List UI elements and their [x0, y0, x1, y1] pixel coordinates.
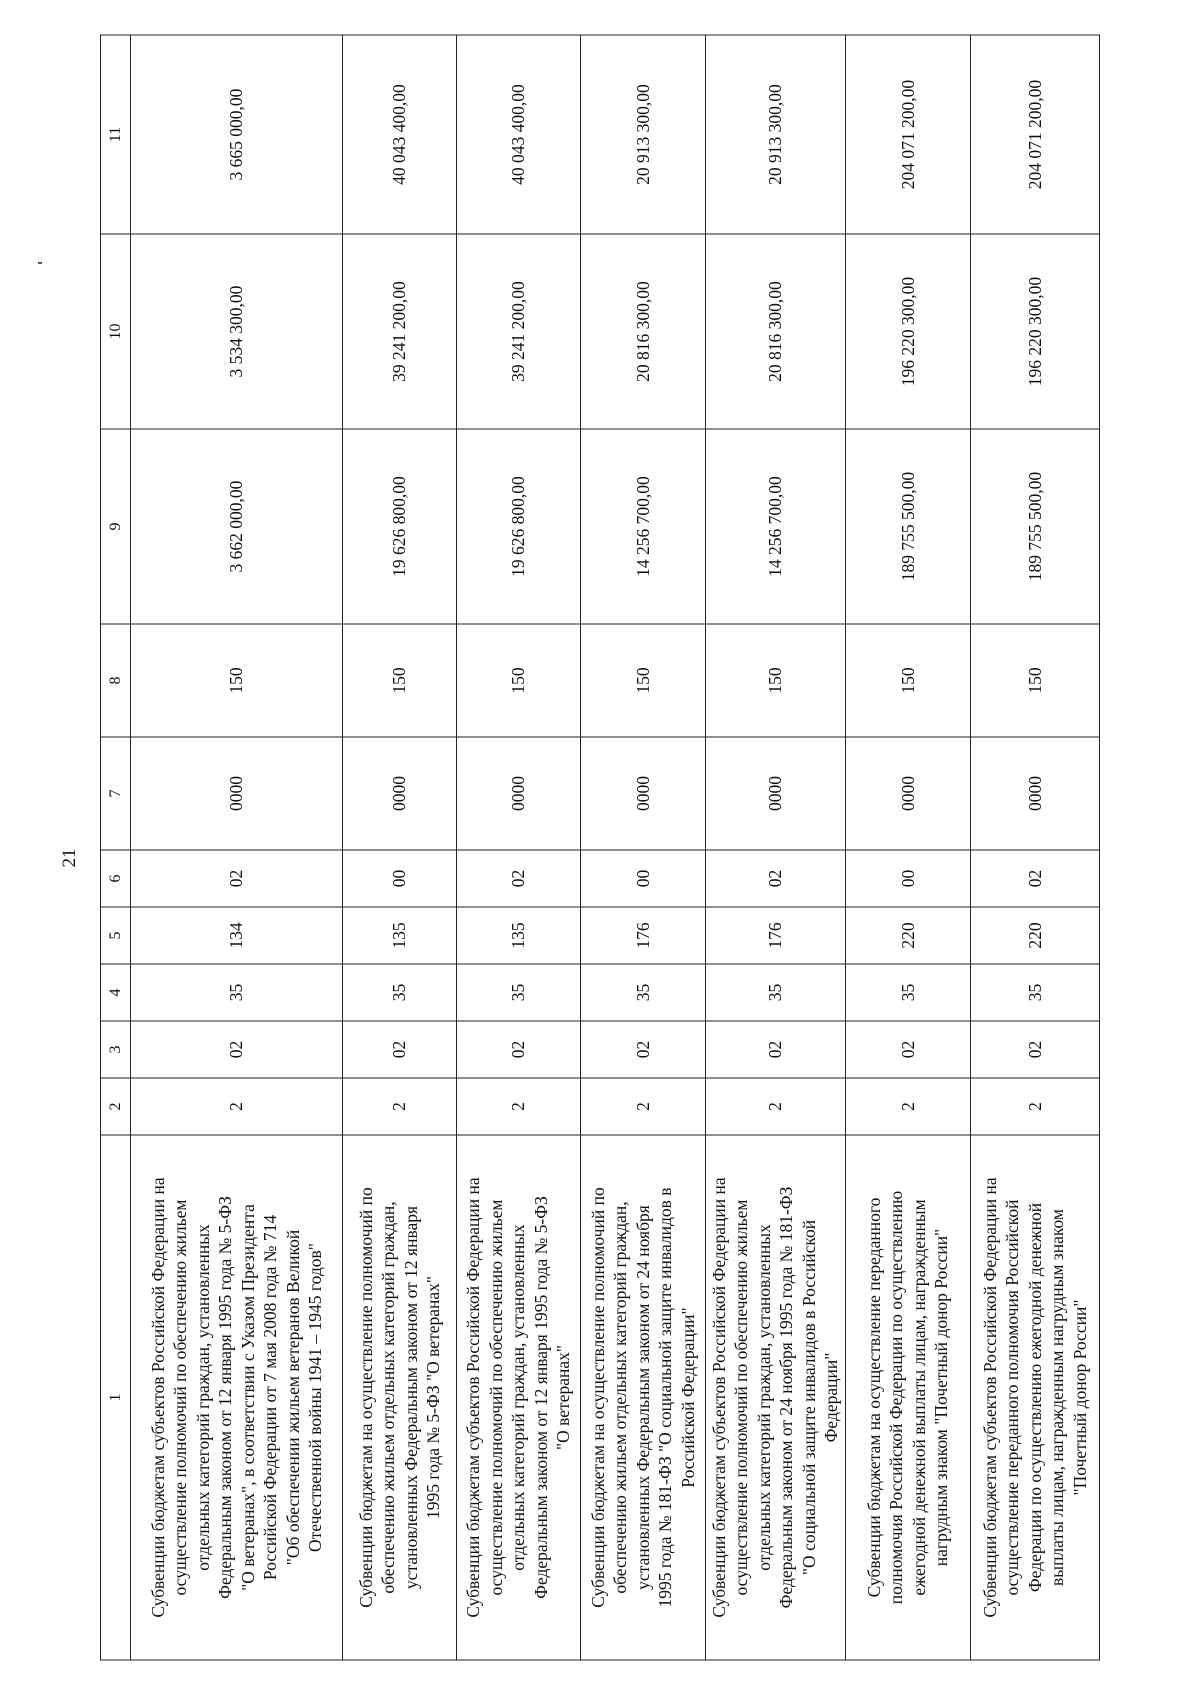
cell-col3: 02: [457, 1021, 581, 1078]
description-line: осуществление полномочий по обеспечению жильем: [170, 1199, 191, 1596]
description-line: обеспечению жильем отдельных категорий граждан,: [610, 1201, 631, 1594]
cell-col8: 150: [970, 624, 1099, 737]
description-line: Федеральным законом от 24 ноября 1995 года № 181-ФЗ: [776, 1186, 797, 1609]
description-line: осуществление переданного полномочия Российской: [1002, 1199, 1023, 1596]
cell-col5: 176: [705, 907, 846, 964]
cell-col3: 02: [131, 1021, 343, 1078]
description-line: обеспечению жильем отдельных категорий граждан,: [378, 1201, 399, 1594]
description-line: Отечественной войны 1941 – 1945 годов": [305, 1243, 326, 1552]
description-line: Субвенции бюджетам на осуществление полномочий по: [587, 1187, 608, 1608]
cell-col6: 02: [457, 850, 581, 907]
description-line: Федерации": [821, 1352, 842, 1443]
cell-col9: 189 755 500,00: [970, 429, 1099, 624]
description-line: "Об обеспечении жильем ветеранов Великой: [282, 1229, 303, 1566]
column-header: 11: [101, 35, 131, 234]
cell-col4: 35: [705, 964, 846, 1021]
description-line: "О социальной защите инвалидов в Российской: [798, 1219, 819, 1576]
cell-col5: 135: [343, 907, 457, 964]
cell-col3: 02: [970, 1021, 1099, 1078]
row-description: [131, 1135, 343, 1660]
cell-col7: 0000: [343, 737, 457, 850]
cell-col7: 0000: [705, 737, 846, 850]
description-line: ежегодной денежной выплаты лицам, награжденным: [908, 1199, 929, 1596]
cell-col11: 40 043 400,00: [343, 35, 457, 234]
cell-col11: 3 665 000,00: [131, 35, 343, 234]
description-line: Федеральным законом от 12 января 1995 года № 5-ФЗ: [215, 1196, 236, 1599]
column-header: 7: [101, 737, 131, 850]
page-number: 21: [59, 848, 80, 868]
description-line: "Почетный донор России": [1069, 1299, 1090, 1496]
description-line: установленных Федеральным законом от 12 января: [400, 1205, 421, 1590]
description-line: отдельных категорий граждан, установленных: [753, 1224, 774, 1571]
cell-col7: 0000: [457, 737, 581, 850]
description-line: 1995 года № 181-ФЗ "О социальной защите инвалидов в: [655, 1187, 676, 1608]
table-row: [131, 35, 343, 1660]
cell-col4: 35: [343, 964, 457, 1021]
table-row: [457, 35, 581, 1660]
description-line: выплаты лицам, награжденным нагрудным знаком: [1047, 1209, 1068, 1586]
cell-col9: 3 662 000,00: [131, 429, 343, 624]
cell-col2: 2: [131, 1078, 343, 1135]
row-description: [581, 1135, 705, 1660]
row-description: [970, 1135, 1099, 1660]
cell-col4: 35: [457, 964, 581, 1021]
cell-col7: 0000: [970, 737, 1099, 850]
cell-col7: 0000: [846, 737, 970, 850]
column-header: 9: [101, 429, 131, 624]
cell-col5: 135: [457, 907, 581, 964]
cell-col2: 2: [581, 1078, 705, 1135]
budget-table: [100, 35, 1100, 1661]
cell-col10: 39 241 200,00: [343, 234, 457, 429]
header-row: [101, 35, 131, 1660]
description-line: отдельных категорий граждан, установленных: [508, 1224, 529, 1571]
cell-col2: 2: [457, 1078, 581, 1135]
cell-col11: 20 913 300,00: [581, 35, 705, 234]
cell-col5: 134: [131, 907, 343, 964]
description-line: Российской Федерации": [677, 1307, 698, 1488]
cell-col8: 150: [581, 624, 705, 737]
cell-col10: 196 220 300,00: [970, 234, 1099, 429]
description-line: отдельных категорий граждан, установленных: [192, 1224, 213, 1571]
column-header: 2: [101, 1078, 131, 1135]
row-description: [846, 1135, 970, 1660]
cell-col10: 3 534 300,00: [131, 234, 343, 429]
cell-col2: 2: [846, 1078, 970, 1135]
description-line: Субвенции бюджетам субъектов Российской Федерации на: [463, 1177, 484, 1618]
cell-col5: 176: [581, 907, 705, 964]
description-line: Российской Федерации от 7 мая 2008 года № 714: [260, 1214, 281, 1581]
cell-col11: 204 071 200,00: [970, 35, 1099, 234]
cell-col8: 150: [457, 624, 581, 737]
cell-col10: 20 816 300,00: [581, 234, 705, 429]
column-header: 1: [101, 1135, 131, 1660]
cell-col4: 35: [970, 964, 1099, 1021]
cell-col9: 19 626 800,00: [457, 429, 581, 624]
cell-col7: 0000: [131, 737, 343, 850]
column-header: 5: [101, 907, 131, 964]
column-header: 6: [101, 850, 131, 907]
cell-col4: 35: [581, 964, 705, 1021]
cell-col10: 20 816 300,00: [705, 234, 846, 429]
cell-col4: 35: [131, 964, 343, 1021]
column-header: 4: [101, 964, 131, 1021]
cell-col7: 0000: [581, 737, 705, 850]
cell-col4: 35: [846, 964, 970, 1021]
cell-col8: 150: [846, 624, 970, 737]
description-line: Субвенции бюджетам субъектов Российской Федерации на: [147, 1177, 168, 1618]
cell-col10: 39 241 200,00: [457, 234, 581, 429]
description-line: Субвенции бюджетам на осуществление переданного: [863, 1197, 884, 1598]
description-line: осуществление полномочий по обеспечению жильем: [731, 1199, 752, 1596]
cell-col8: 150: [705, 624, 846, 737]
description-line: осуществление полномочий по обеспечению жильем: [485, 1199, 506, 1596]
row-description: [457, 1135, 581, 1660]
cell-col3: 02: [705, 1021, 846, 1078]
cell-col2: 2: [705, 1078, 846, 1135]
description-line: 1995 года № 5-ФЗ "О ветеранах": [423, 1275, 444, 1520]
cell-col6: 00: [581, 850, 705, 907]
cell-col5: 220: [970, 907, 1099, 964]
description-line: Федерации по осуществлению ежегодной денежной: [1024, 1202, 1045, 1593]
description-line: "О ветеранах": [553, 1344, 574, 1451]
column-header: 10: [101, 234, 131, 429]
table-row: [846, 35, 970, 1660]
cell-col8: 150: [343, 624, 457, 737]
table-row: [343, 35, 457, 1660]
cell-col9: 19 626 800,00: [343, 429, 457, 624]
table-row: [705, 35, 846, 1660]
cell-col3: 02: [846, 1021, 970, 1078]
cell-col6: 00: [846, 850, 970, 907]
table-row: [581, 35, 705, 1660]
cell-col6: 02: [131, 850, 343, 907]
cell-col6: 02: [705, 850, 846, 907]
scan-speck: [38, 262, 42, 264]
cell-col3: 02: [581, 1021, 705, 1078]
description-line: полномочия Российской Федерации по осуществлению: [886, 1190, 907, 1605]
cell-col5: 220: [846, 907, 970, 964]
cell-col11: 40 043 400,00: [457, 35, 581, 234]
cell-col10: 196 220 300,00: [846, 234, 970, 429]
cell-col2: 2: [970, 1078, 1099, 1135]
cell-col9: 14 256 700,00: [581, 429, 705, 624]
cell-col3: 02: [343, 1021, 457, 1078]
description-line: Субвенции бюджетам на осуществление полномочий по: [355, 1187, 376, 1608]
description-line: нагрудным знаком "Почетный донор России": [931, 1228, 952, 1567]
column-header: 3: [101, 1021, 131, 1078]
cell-col11: 20 913 300,00: [705, 35, 846, 234]
cell-col9: 189 755 500,00: [846, 429, 970, 624]
description-line: Федеральным законом от 12 января 1995 года № 5-ФЗ: [530, 1196, 551, 1599]
cell-col8: 150: [131, 624, 343, 737]
cell-col9: 14 256 700,00: [705, 429, 846, 624]
cell-col11: 204 071 200,00: [846, 35, 970, 234]
cell-col6: 00: [343, 850, 457, 907]
row-description: [343, 1135, 457, 1660]
cell-col6: 02: [970, 850, 1099, 907]
rotated-page: [100, 36, 1100, 1661]
description-line: Субвенции бюджетам субъектов Российской Федерации на: [708, 1177, 729, 1618]
description-line: установленных Федеральным законом от 24 ноября: [632, 1205, 653, 1590]
table-row: [970, 35, 1099, 1660]
row-description: [705, 1135, 846, 1660]
cell-col2: 2: [343, 1078, 457, 1135]
column-header: 8: [101, 624, 131, 737]
description-line: "О ветеранах", в соответствии с Указом Президента: [237, 1204, 258, 1591]
description-line: Субвенции бюджетам субъектов Российской Федерации на: [979, 1177, 1000, 1618]
